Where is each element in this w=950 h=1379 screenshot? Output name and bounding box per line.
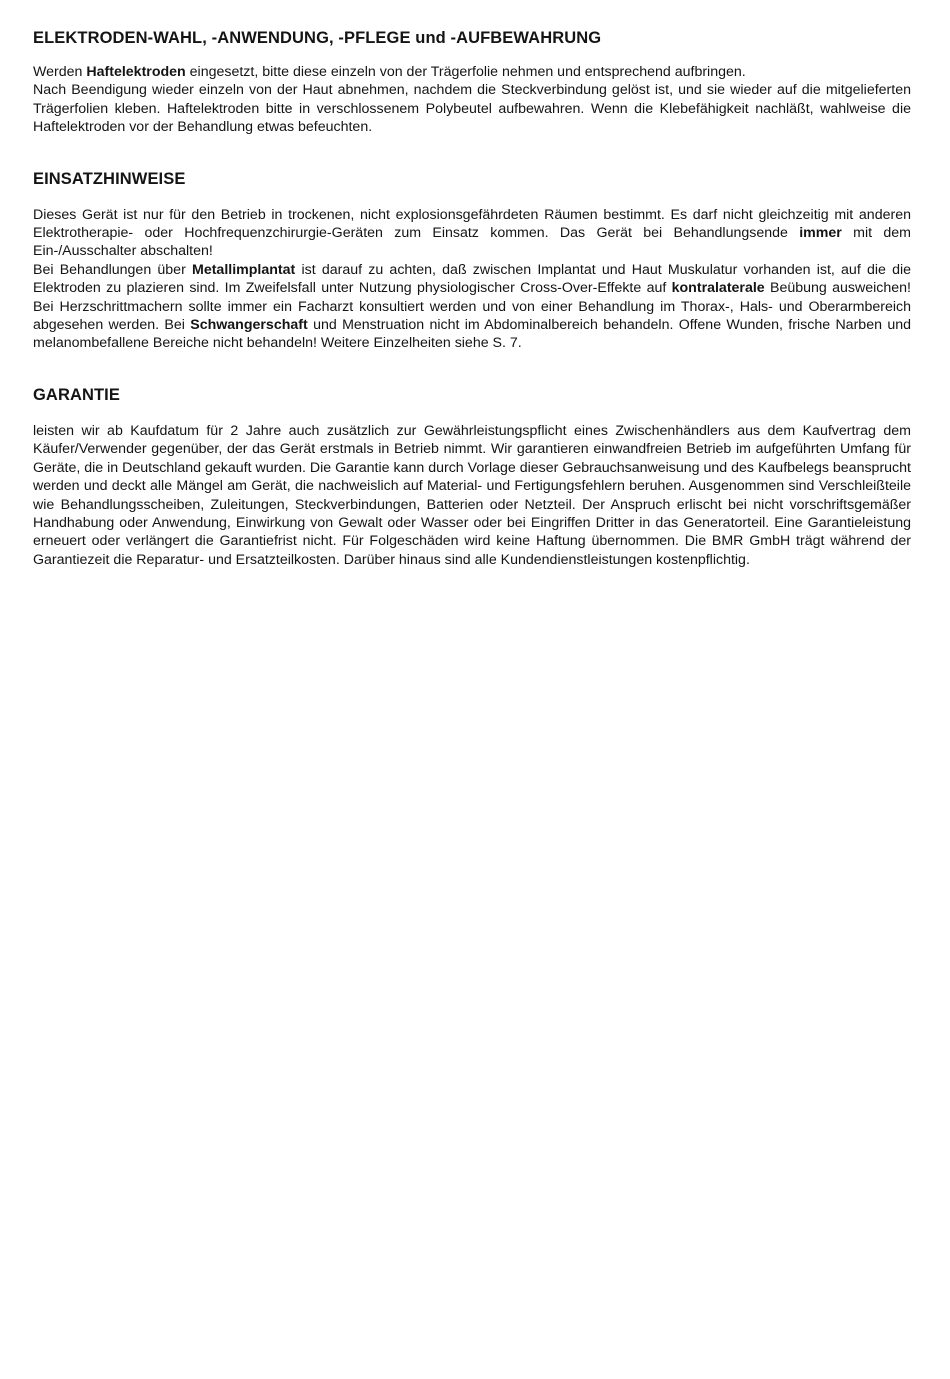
bold-term-haftelektroden: Haftelektroden bbox=[86, 64, 186, 80]
text-span: Werden bbox=[33, 64, 87, 80]
section-usage-notes bbox=[33, 169, 911, 353]
bold-term-metallimplantat: Metallimplantat bbox=[192, 261, 296, 278]
text-span: Bei Behandlungen über bbox=[33, 261, 192, 278]
electrodes-paragraph-1 bbox=[33, 63, 911, 81]
section-title-warranty: GARANTIE bbox=[33, 385, 120, 404]
text-span: Dieses Gerät ist nur für den Betrieb in trockenen, nicht explosionsgefährdeten Räumen bestimmt. Es darf nicht gleichzeitig mit anderen Elektrotherapie- oder Hochfrequenzchirurgie-Geräten zum Einsatz kommen. Das Gerät bei Behandlungsende bbox=[33, 206, 911, 242]
usage-paragraph-2 bbox=[33, 261, 911, 353]
usage-paragraph-1 bbox=[33, 206, 911, 261]
document-page bbox=[33, 28, 911, 569]
bold-term-schwangerschaft: Schwangerschaft bbox=[190, 317, 308, 334]
text-span: ist darauf zu achten, daß zwischen Implantat und Haut Muskulatur vorhanden ist, auf die die Elektroden zu plazieren sind. Im Zweifelsfall unter Nutzung physiologischer Cross-Over-Effekte auf bbox=[33, 261, 912, 297]
bold-term-immer: immer bbox=[799, 225, 842, 242]
electrodes-paragraph-2: Nach Beendigung wieder einzeln von der Haut abnehmen, nachdem die Steckverbindung gelöst ist, und sie wieder auf die mitgelieferten Trägerfolien kleben. Haftelektroden bitte in verschlossenem Polybeutel aufbewahren. Wenn die Klebefähigkeit nachläßt, wahlweise die Haftelektroden vor der Behandlung etwas befeuchten. bbox=[33, 82, 911, 136]
text-span: mit dem Ein-/Ausschalter abschalten! bbox=[33, 225, 911, 260]
text-span: Beübung ausweichen! Bei Herzschrittmachern sollte immer ein Facharzt konsultiert werden und von einer Behandlung im Thorax-, Hals- und Oberarmbereich abgesehen werden. Bei bbox=[33, 280, 911, 334]
text-span: und Menstruation nicht im Abdominalbereich behandeln. Offene Wunden, frische Narben und melanombefallene Bereiche nicht behandeln! Weitere Einzelheiten siehe S. 7. bbox=[33, 317, 911, 352]
bold-term-kontralaterale: kontralaterale bbox=[671, 280, 765, 297]
section-warranty bbox=[33, 385, 911, 569]
section-title-usage: EINSATZHINWEISE bbox=[33, 169, 186, 188]
text-span: eingesetzt, bitte diese einzeln von der Trägerfolie nehmen und entsprechend aufbringen. bbox=[185, 64, 746, 80]
warranty-paragraph: leisten wir ab Kaufdatum für 2 Jahre auch zusätzlich zur Gewährleistungspflicht eines Zwischenhändlers aus dem Kaufvertrag dem Käufer/Verwender gegenüber, der das Gerät erstmals in Betrieb nimmt. Wir garantieren einwandfreien Betrieb im aufgeführten Umfang für Geräte, die in Deutschland gekauft wurden. Die Garantie kann durch Vorlage dieser Gebrauchsanweisung und des Kaufbelegs beansprucht werden und deckt alle Mängel am Gerät, die nachweislich auf Material- und Fertigungsfehlern beruhen. Ausgenommen sind Verschleißteile wie Behandlungsscheiben, Zuleitungen, Steckverbindungen, Batterien oder Netzteil. Der Anspruch erlischt bei nicht vorschriftsgemäßer Handhabung oder Anwendung, Einwirkung von Gewalt oder Wasser oder bei Eingriffen Dritter in das Generatorteil. Eine Garantieleistung erneuert oder verlängert die Garantiefrist nicht. Für Folgeschäden wird keine Haftung übernommen. Die BMR GmbH trägt während der Garantiezeit die Reparatur- und Ersatzteilkosten. Darüber hinaus sind alle Kundendienstleistungen kostenpflichtig. bbox=[33, 422, 911, 568]
section-title-electrodes: ELEKTRODEN-WAHL, -ANWENDUNG, -PFLEGE und -AUFBEWAHRUNG bbox=[33, 29, 602, 47]
section-electrodes bbox=[33, 28, 911, 137]
